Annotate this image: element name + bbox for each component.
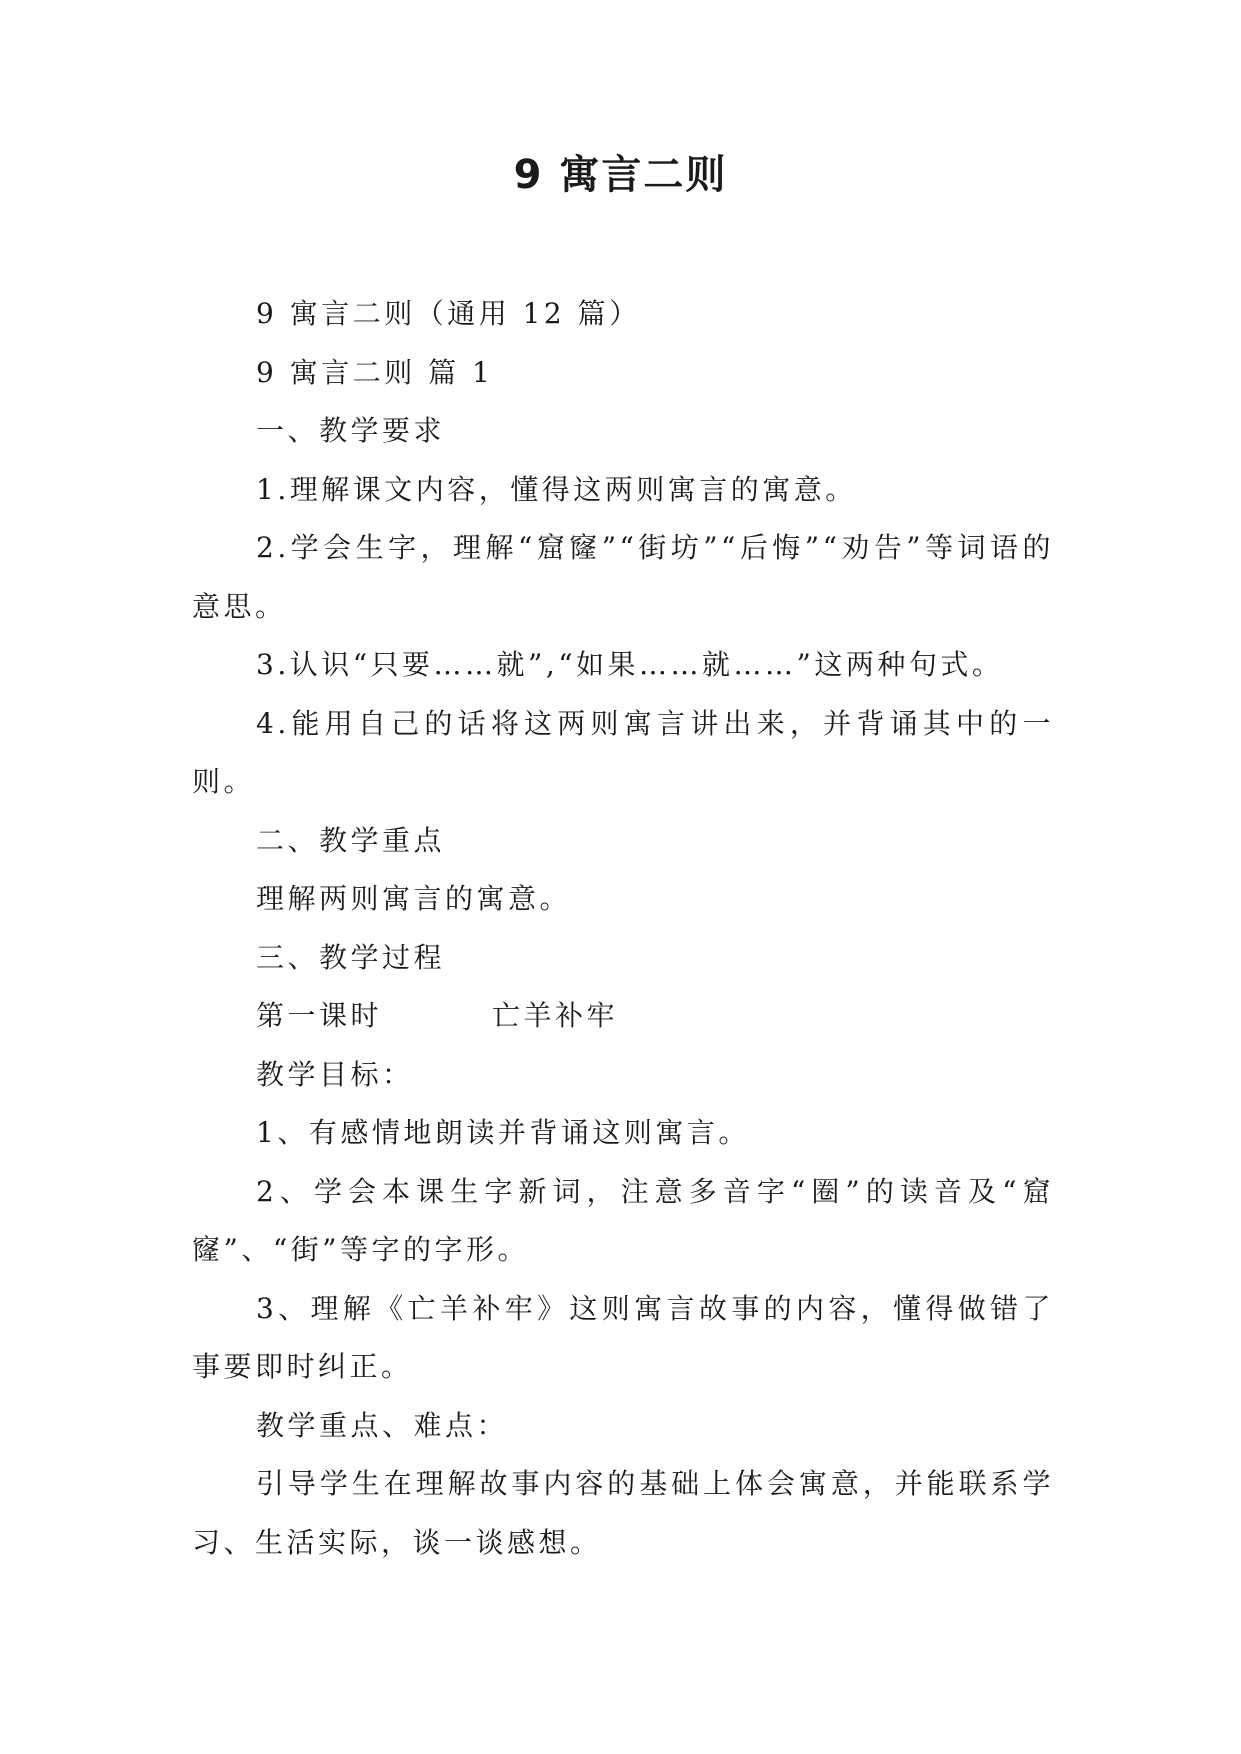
requirement-item-3: 3.认识“只要……就”,“如果……就……”这两种句式。 [256,648,1004,681]
section-heading-focus: 二、教学重点 [256,823,446,857]
lesson-period: 第一课时 [256,999,383,1032]
paragraph-part-heading: 9 寓言二则 篇 1 [256,355,494,389]
focus-text: 理解两则寓言的寓意。 [256,882,572,915]
requirement-item-4: 4.能用自己的话将这两则寓言讲出来，并背诵其中的一则。 [192,706,1054,798]
paragraph-subtitle: 9 寓言二则（通用 12 篇） [256,297,641,330]
requirement-item-1: 1.理解课文内容，懂得这两则寓言的寓意。 [256,472,857,506]
requirement-item-2: 2.学会生字，理解“窟窿”“街坊”“后悔”“劝告”等词语的意思。 [192,531,1054,623]
objective-item-1: 1、有感情地朗读并背诵这则寓言。 [256,1116,750,1149]
key-points-heading: 教学重点、难点： [256,1408,509,1442]
document-body [192,285,1054,1572]
objective-item-3: 3、理解《亡羊补牢》这则寓言故事的内容，懂得做错了事要即时纠正。 [192,1291,1054,1383]
objectives-heading: 教学目标： [256,1057,414,1091]
section-heading-requirements: 一、教学要求 [256,414,446,447]
document-title: 9 寓言二则 [513,152,728,198]
lesson-topic: 亡羊补牢 [492,999,619,1032]
section-heading-process: 三、教学过程 [256,940,446,974]
key-points-text: 引导学生在理解故事内容的基础上体会寓意，并能联系学习、生活实际，谈一谈感想。 [192,1467,1054,1559]
objective-item-2: 2、学会本课生字新词，注意多音字“圈”的读音及“窟窿”、“街”等字的字形。 [192,1174,1054,1266]
lesson-line [192,987,1054,1046]
